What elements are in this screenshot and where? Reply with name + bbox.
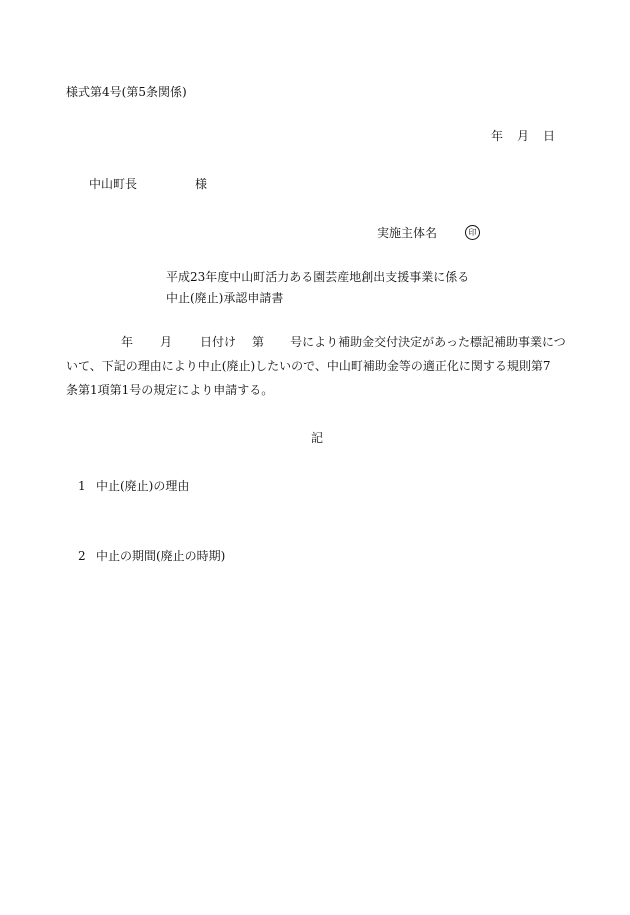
seal-mark: 印 xyxy=(465,225,480,240)
item-period xyxy=(78,550,225,562)
body-month-label: 月 xyxy=(160,335,173,349)
applicant-label: 実施主体名 xyxy=(377,225,438,240)
body-dai-label: 第 xyxy=(252,335,265,349)
item-label: 中止(廃止)の理由 xyxy=(96,479,190,493)
item-number: 1 xyxy=(78,479,86,493)
form-number: 様式第4号(第5条関係) xyxy=(66,85,187,99)
body-line-1-rest: 号により補助金交付決定があった標記補助事業につ xyxy=(290,335,566,349)
item-reason xyxy=(78,480,189,492)
date-year-label: 年 xyxy=(490,129,503,143)
addressee-name: 中山町長 xyxy=(89,177,138,191)
document-title-line-2: 中止(廃止)承認申請書 xyxy=(166,291,284,305)
body-paragraph-line-3: 条第1項第1号の規定により申請する。 xyxy=(66,383,274,397)
ki-heading: 記 xyxy=(311,431,324,445)
body-paragraph-line-2: いて、下記の理由により中止(廃止)したいので、中山町補助金等の適正化に関する規則第7 xyxy=(66,359,551,373)
date-line xyxy=(491,130,555,142)
item-number: 2 xyxy=(78,549,86,563)
applicant xyxy=(377,225,480,240)
addressee xyxy=(89,178,207,190)
date-day-label: 日 xyxy=(542,129,555,143)
body-dated-label: 日付け xyxy=(200,335,237,349)
body-paragraph-line-1 xyxy=(66,336,566,348)
item-label: 中止の期間(廃止の時期) xyxy=(96,549,226,563)
body-year-label: 年 xyxy=(121,335,134,349)
addressee-honorific: 様 xyxy=(195,177,208,191)
date-month-label: 月 xyxy=(516,129,529,143)
document-title-line-1: 平成23年度中山町活力ある園芸産地創出支援事業に係る xyxy=(166,270,470,284)
